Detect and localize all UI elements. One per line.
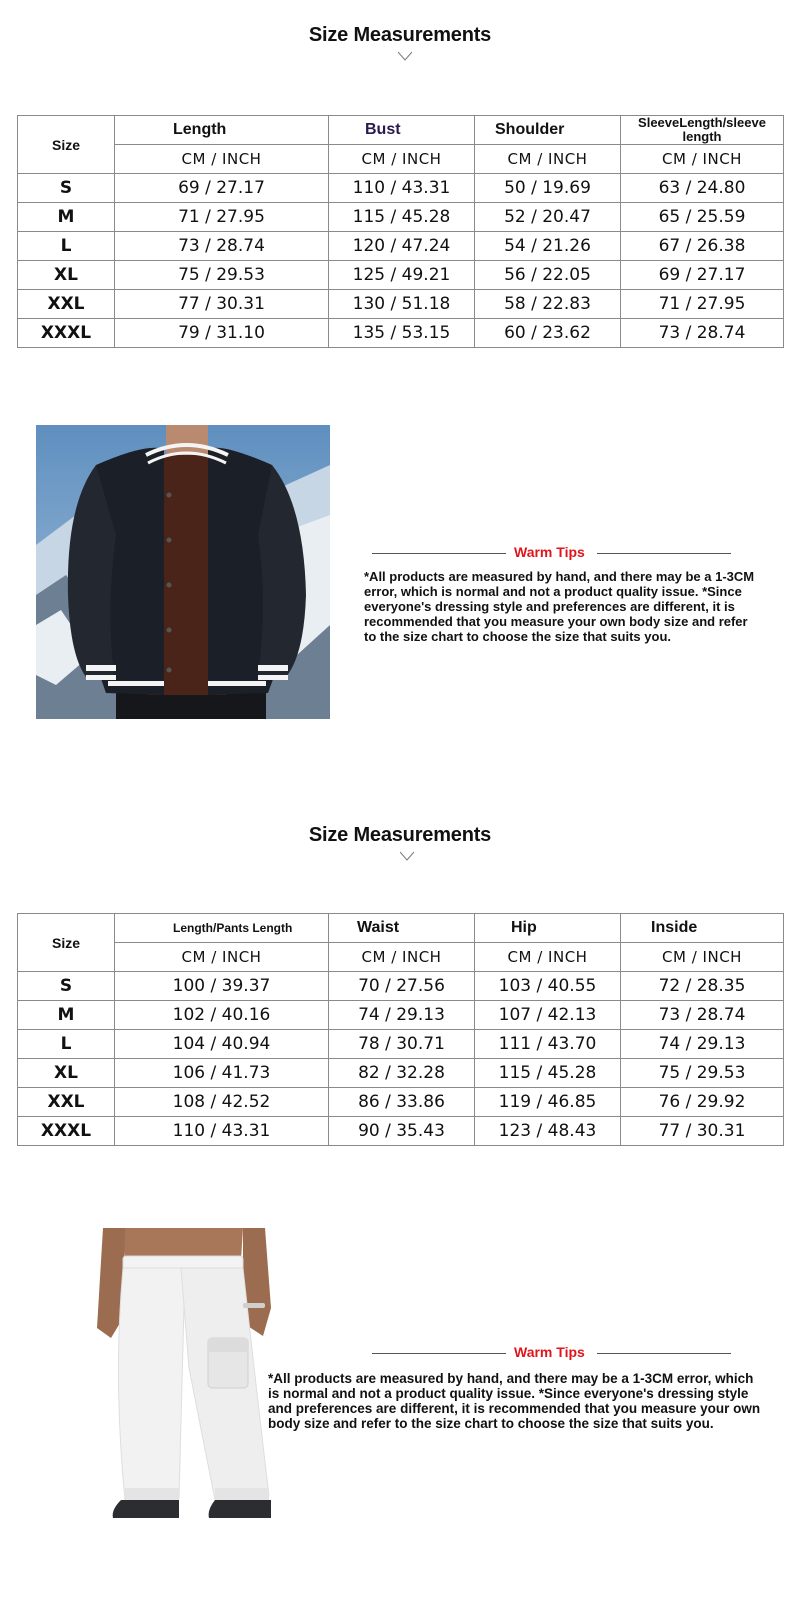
unit-label: CM / INCH <box>329 145 475 174</box>
pants-size-section <box>0 816 800 1616</box>
pants-illustration <box>93 1228 273 1522</box>
length-cell: 73 / 28.74 <box>115 232 329 261</box>
pants-size-table <box>17 913 784 1146</box>
waist-cell: 78 / 30.71 <box>329 1030 475 1059</box>
hip-cell: 115 / 45.28 <box>475 1059 621 1088</box>
size-column-header: Size <box>18 914 115 972</box>
size-cell: XXXL <box>18 1117 115 1146</box>
waist-cell: 74 / 29.13 <box>329 1001 475 1030</box>
unit-label: CM / INCH <box>475 145 621 174</box>
page-title: Size Measurements <box>308 824 492 846</box>
table-row <box>18 174 784 203</box>
unit-label: CM / INCH <box>621 145 784 174</box>
unit-label: CM / INCH <box>115 943 329 972</box>
tips-divider-left <box>372 553 506 554</box>
length-cell: 79 / 31.10 <box>115 319 329 348</box>
tips-divider-right <box>597 1353 731 1354</box>
length-cell: 102 / 40.16 <box>115 1001 329 1030</box>
table-row <box>18 1030 784 1059</box>
size-cell: XXXL <box>18 319 115 348</box>
bust-cell: 120 / 47.24 <box>329 232 475 261</box>
shoulder-column-header: Shoulder <box>475 116 621 145</box>
sleeve-cell: 69 / 27.17 <box>621 261 784 290</box>
bust-cell: 125 / 49.21 <box>329 261 475 290</box>
hip-cell: 107 / 42.13 <box>475 1001 621 1030</box>
table-row <box>18 1059 784 1088</box>
shoulder-cell: 56 / 22.05 <box>475 261 621 290</box>
jacket-size-section <box>0 0 800 800</box>
sleeve-cell: 65 / 25.59 <box>621 203 784 232</box>
size-cell: L <box>18 232 115 261</box>
table-row <box>18 290 784 319</box>
inside-column-header: Inside <box>621 914 784 943</box>
warm-tips-label: Warm Tips <box>514 1344 585 1360</box>
size-cell: XL <box>18 261 115 290</box>
waist-cell: 90 / 35.43 <box>329 1117 475 1146</box>
table-row <box>18 261 784 290</box>
inside-cell: 72 / 28.35 <box>621 972 784 1001</box>
jacket-illustration <box>36 425 330 719</box>
sleeve-cell: 73 / 28.74 <box>621 319 784 348</box>
length-cell: 108 / 42.52 <box>115 1088 329 1117</box>
shoulder-cell: 60 / 23.62 <box>475 319 621 348</box>
jacket-size-table <box>17 115 784 348</box>
size-cell: XXL <box>18 290 115 319</box>
page-title: Size Measurements <box>308 24 492 46</box>
chevron-down-icon <box>400 850 414 864</box>
shoulder-cell: 54 / 21.26 <box>475 232 621 261</box>
inside-cell: 76 / 29.92 <box>621 1088 784 1117</box>
pants-model-photo <box>93 1228 273 1522</box>
inside-cell: 77 / 30.31 <box>621 1117 784 1146</box>
length-cell: 69 / 27.17 <box>115 174 329 203</box>
size-cell: S <box>18 174 115 203</box>
size-cell: M <box>18 203 115 232</box>
shoulder-cell: 50 / 19.69 <box>475 174 621 203</box>
sleeve-column-header: SleeveLength/sleeve length <box>621 116 784 145</box>
hip-cell: 111 / 43.70 <box>475 1030 621 1059</box>
table-header-row <box>18 914 784 943</box>
jacket-model-photo <box>36 425 330 719</box>
table-row <box>18 203 784 232</box>
bust-cell: 110 / 43.31 <box>329 174 475 203</box>
hip-cell: 123 / 48.43 <box>475 1117 621 1146</box>
bust-cell: 115 / 45.28 <box>329 203 475 232</box>
table-row <box>18 972 784 1001</box>
sleeve-cell: 63 / 24.80 <box>621 174 784 203</box>
length-cell: 100 / 39.37 <box>115 972 329 1001</box>
waist-cell: 82 / 32.28 <box>329 1059 475 1088</box>
shoulder-cell: 52 / 20.47 <box>475 203 621 232</box>
shoulder-cell: 58 / 22.83 <box>475 290 621 319</box>
length-column-header: Length/Pants Length <box>115 914 329 943</box>
table-row <box>18 232 784 261</box>
unit-row <box>18 145 784 174</box>
size-cell: XXL <box>18 1088 115 1117</box>
inside-cell: 75 / 29.53 <box>621 1059 784 1088</box>
length-cell: 71 / 27.95 <box>115 203 329 232</box>
length-cell: 77 / 30.31 <box>115 290 329 319</box>
unit-label: CM / INCH <box>475 943 621 972</box>
warm-tips-text: *All products are measured by hand, and there may be a 1-3CM error, which is normal and not a product quality issue. *Since everyone's dressing style and preferences are different, it is recommended that you measure your own body size and refer to the size chart to choose the size that suits you. <box>268 1371 761 1431</box>
inside-cell: 74 / 29.13 <box>621 1030 784 1059</box>
inside-cell: 73 / 28.74 <box>621 1001 784 1030</box>
size-cell: L <box>18 1030 115 1059</box>
chevron-down-icon <box>398 50 412 64</box>
length-cell: 75 / 29.53 <box>115 261 329 290</box>
warm-tips-text: *All products are measured by hand, and there may be a 1-3CM error, which is normal and not a product quality issue. *Since everyone's dressing style and preferences are different, it is recommended that you measure your own body size and refer to the size chart to choose the size that suits you. <box>364 569 755 644</box>
table-row <box>18 1088 784 1117</box>
unit-label: CM / INCH <box>621 943 784 972</box>
hip-column-header: Hip <box>475 914 621 943</box>
table-header-row <box>18 116 784 145</box>
bust-column-header: Bust <box>329 116 475 145</box>
length-column-header: Length <box>115 116 329 145</box>
size-cell: XL <box>18 1059 115 1088</box>
table-row <box>18 1117 784 1146</box>
size-cell: M <box>18 1001 115 1030</box>
size-column-header: Size <box>18 116 115 174</box>
length-cell: 104 / 40.94 <box>115 1030 329 1059</box>
sleeve-cell: 71 / 27.95 <box>621 290 784 319</box>
table-row <box>18 1001 784 1030</box>
unit-row <box>18 943 784 972</box>
table-row <box>18 319 784 348</box>
tips-divider-left <box>372 1353 506 1354</box>
waist-column-header: Waist <box>329 914 475 943</box>
waist-cell: 86 / 33.86 <box>329 1088 475 1117</box>
hip-cell: 119 / 46.85 <box>475 1088 621 1117</box>
unit-label: CM / INCH <box>329 943 475 972</box>
sleeve-cell: 67 / 26.38 <box>621 232 784 261</box>
size-cell: S <box>18 972 115 1001</box>
bust-cell: 130 / 51.18 <box>329 290 475 319</box>
hip-cell: 103 / 40.55 <box>475 972 621 1001</box>
tips-divider-right <box>597 553 731 554</box>
length-cell: 106 / 41.73 <box>115 1059 329 1088</box>
warm-tips-label: Warm Tips <box>514 544 585 560</box>
waist-cell: 70 / 27.56 <box>329 972 475 1001</box>
bust-cell: 135 / 53.15 <box>329 319 475 348</box>
unit-label: CM / INCH <box>115 145 329 174</box>
length-cell: 110 / 43.31 <box>115 1117 329 1146</box>
